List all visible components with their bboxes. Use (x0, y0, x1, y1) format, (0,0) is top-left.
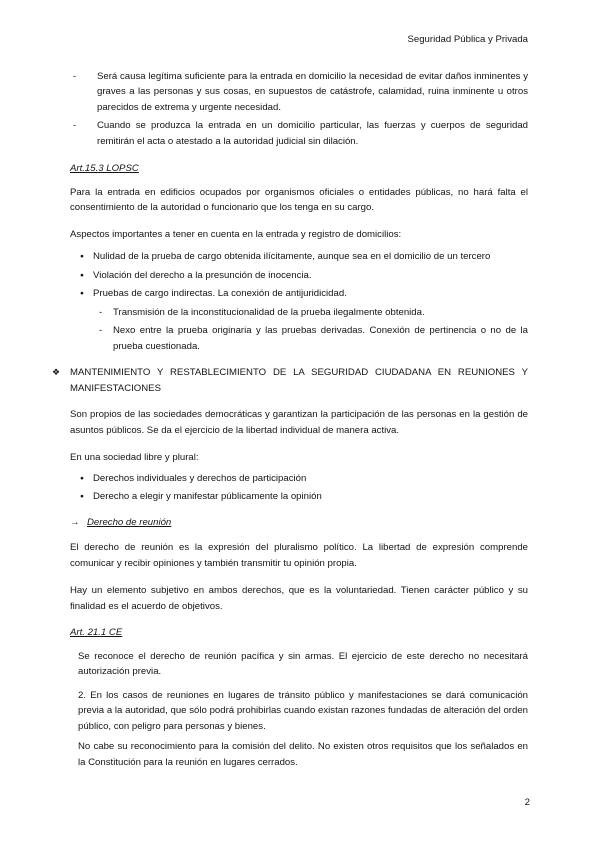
bullet-icon: ● (80, 290, 84, 297)
page-number: 2 (524, 797, 530, 808)
bullet-icon: ● (80, 493, 84, 500)
paragraph: Aspectos importantes a tener en cuenta en la entrada y registro de domicilios: (70, 228, 402, 240)
list-item (70, 69, 528, 116)
list-item-text: Será causa legítima suficiente para la entrada en domicilio la necesidad de evitar daños inminentes y graves a las personas y sus cosas, en supuestos de catástrofe, calamidad, ruina inminente u otros parecidos de extrema y urgente necesidad. (97, 70, 528, 113)
list-item (70, 118, 528, 149)
article-heading-art153: Art.15.3 LOPSC (70, 163, 139, 174)
paragraph: Hay un elemento subjetivo en ambos derechos, que es la voluntariedad. Tienen carácter público y su finalidad es el acuerdo de objetivos. (70, 585, 528, 612)
paragraph: En una sociedad libre y plural: (70, 452, 199, 463)
list-item-text: Derecho a elegir y manifestar públicamente la opinión (93, 491, 322, 502)
diamond-icon: ❖ (52, 367, 61, 377)
article-heading-art211: Art. 21.1 CE (70, 627, 123, 638)
dash-icon: - (73, 70, 77, 82)
list-item (70, 268, 528, 284)
sub-list-item (98, 323, 528, 354)
list-item-text: Derechos individuales y derechos de participación (93, 472, 307, 484)
header-title: Seguridad Pública y Privada (407, 34, 528, 45)
section-heading-text: MANTENIMIENTO Y RESTABLECIMIENTO DE LA SEGURIDAD CIUDADANA EN REUNIONES Y MANIFESTACIONES (70, 367, 528, 394)
dash-icon: - (99, 306, 103, 318)
dash-icon: - (99, 325, 103, 336)
list-item (70, 471, 528, 487)
aspectos-bullet-list (70, 249, 528, 354)
paragraph: El derecho de reunión es la expresión del pluralismo político. La libertad de expresión comprende comunicar y recibir opiniones y también transmitir tu opinión propia. (70, 542, 528, 569)
list-item-text: Nulidad de la prueba de cargo obtenida ilícitamente, aunque sea en el domicilio de un tercero (93, 251, 491, 262)
list-item-text: Transmisión de la inconstitucionalidad de la prueba ilegalmente obtenida. (113, 306, 425, 318)
list-item (70, 249, 528, 265)
paragraph: No cabe su reconocimiento para la comisión del delito. No existen otros requisitos que los señalados en la Constitución para la reunión en lugares cerrados. (78, 741, 528, 768)
sub-list-item (98, 305, 528, 321)
list-item (70, 489, 528, 505)
entrada-dash-list (70, 69, 528, 150)
paragraph: Son propios de las sociedades democráticas y garantizan la participación de las personas en la gestión de asuntos públicos. Se da el ejercicio de la libertad individual de manera activa. (70, 409, 528, 436)
list-item (70, 286, 528, 302)
list-item-text: Nexo entre la prueba originaria y las pruebas derivadas. Conexión de pertinencia o no de la prueba cuestionada. (113, 325, 528, 352)
paragraph: Para la entrada en edificios ocupados por organismos oficiales o entidades públicas, no hará falta el consentimiento de la autoridad o funcionario que los tenga en su cargo. (70, 186, 528, 213)
bullet-icon: ● (80, 253, 84, 260)
list-item-text: Violación del derecho a la presunción de inocencia. (93, 269, 312, 281)
dash-icon: - (73, 120, 77, 131)
paragraph: Se reconoce el derecho de reunión pacífica y sin armas. El ejercicio de este derecho no necesitará autorización previa. (78, 650, 528, 677)
sociedad-bullet-list (70, 471, 528, 505)
bullet-icon: ● (80, 474, 84, 482)
subheading-text: Derecho de reunión (87, 516, 172, 528)
paragraph: 2. En los casos de reuniones en lugares de tránsito público y manifestaciones se dará comunicación previa a la autoridad, que sólo podrá prohibirlas cuando existan razones fundadas de alteración del orden público, con peligro para personas y bienes. (78, 689, 528, 732)
section-heading-mantenimiento (52, 365, 528, 396)
list-item-text: Cuando se produzca la entrada en un domicilio particular, las fuerzas y cuerpos de seguridad remitirán el acta o atestado a la autoridad judicial sin dilación. (97, 120, 528, 147)
bullet-icon: ● (80, 271, 84, 279)
subheading-derecho-reunion (70, 515, 528, 531)
arrow-icon: → (70, 516, 80, 528)
list-item-text: Pruebas de cargo indirectas. La conexión de antijuridicidad. (93, 288, 347, 299)
